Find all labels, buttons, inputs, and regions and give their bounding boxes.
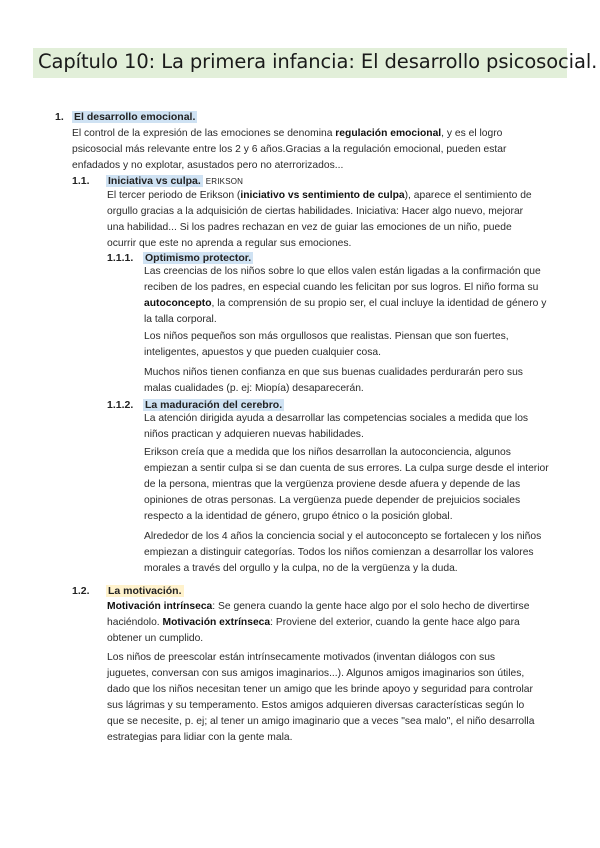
paragraph: Erikson creía que a medida que los niños desarrollan la autoconciencia, algunos empiezan a sentir culpa si se dan cuenta de sus errores. La culpa surge desde el interior de la persona, mientras que la vergüenza proviene desde afuera y depende de las opiniones de otras personas. La vergüenza puede depender de prejuicios sociales respecto a la identidad de género, grupo étnico o la posición global.	[144, 447, 549, 523]
paragraph: Alrededor de los 4 años la conciencia social y el autoconcepto se fortalecen y los niños empiezan a distinguir categorías. Todos los niños comienzan a desarrollar los valores morales a través del orgullo y la culpa, no de la vergüenza y la duda.	[144, 531, 542, 575]
page-title: Capítulo 10: La primera infancia: El desarrollo psicosocial.	[38, 50, 598, 73]
subsubsection-title: Optimismo protector.	[145, 252, 252, 264]
subsection-tag: ERIKSON	[205, 177, 244, 186]
section-heading	[55, 110, 197, 124]
subsubsection-title: La maduración del cerebro.	[145, 399, 283, 411]
subsection-number: 1.1.	[72, 175, 90, 187]
bold-term: Motivación intrínseca	[107, 601, 213, 612]
bold-term: autoconcepto	[144, 298, 212, 310]
paragraph: El tercer periodo de Erikson (iniciativo vs sentimiento de culpa), aparece el sentimiento de orgullo gracias a la adquisición de ciertas habilidades. Iniciativa: Hacer algo nuevo, mejorar una habilidad... Si los padres rechazan en vez de guiar las emociones de un niño, puede ocurrir que este no aprenda a regular sus emociones.	[107, 190, 532, 250]
paragraph: Las creencias de los niños sobre lo que ellos valen están ligadas a la confirmación que reciben de los padres, en especial cuando les felicitan por sus logros. El niño forma su autoconcepto, la comprensión de su propio ser, el cual incluye la identidad de género y la talla corporal.	[144, 266, 547, 326]
bold-term: iniciativo vs sentimiento de culpa	[240, 190, 405, 201]
subsection-title: La motivación.	[108, 585, 182, 597]
subsection-number: 1.2.	[72, 585, 90, 597]
subsection-title: Iniciativa vs culpa.	[108, 175, 201, 187]
paragraph: La atención dirigida ayuda a desarrollar las competencias sociales a medida que los niños practican y adquieren nuevas habilidades.	[144, 413, 529, 441]
bold-term: Motivación extrínseca	[162, 617, 271, 629]
subsubsection-heading	[107, 398, 284, 412]
subsubsection-number: 1.1.2.	[107, 399, 134, 411]
paragraph: Muchos niños tienen confianza en que sus buenas cualidades perdurarán pero sus malas cualidades (p. ej: Miopía) desaparecerán.	[144, 367, 523, 395]
subsection-heading	[72, 174, 243, 189]
section-title: El desarrollo emocional.	[74, 111, 196, 123]
paragraph: El control de la expresión de las emociones se denomina regulación emocional, y es el logro psicosocial más relevante entre los 2 y 6 años.Gracias a la regulación emocional, pueden estar enfadados y no explotar, asustados pero no aterrorizados...	[72, 128, 507, 172]
bold-term: regulación emocional	[335, 128, 442, 139]
section-number: 1.	[55, 111, 64, 123]
subsubsection-heading	[107, 251, 253, 265]
subsubsection-number: 1.1.1.	[107, 252, 134, 264]
paragraph: Los niños de preescolar están intrínsecamente motivados (inventan diálogos con sus juguetes, conversan con sus amigos imaginarios...). Algunos amigos imaginarios son útiles, dado que los niños necesitan tener un amigo que les brinde apoyo y seguridad para controlar sus lágrimas y su temperamento. Estos amigos adquieren diversas características según lo que se necesite, p. ej; al tener un amigo imaginario que a veces "sea malo", el niño desarrolla estrategias para lidiar con la gente mala.	[107, 652, 535, 744]
paragraph: Los niños pequeños son más orgullosos que realistas. Piensan que son fuertes, inteligentes, apuestos y que pueden cualquier cosa.	[144, 331, 509, 359]
paragraph: Motivación intrínseca: Se genera cuando la gente hace algo por el solo hecho de divertirse haciéndolo. Motivación extrínseca: Proviene del exterior, cuando la gente hace algo para obtener un cumplido.	[107, 601, 530, 645]
subsection-heading	[72, 584, 184, 598]
